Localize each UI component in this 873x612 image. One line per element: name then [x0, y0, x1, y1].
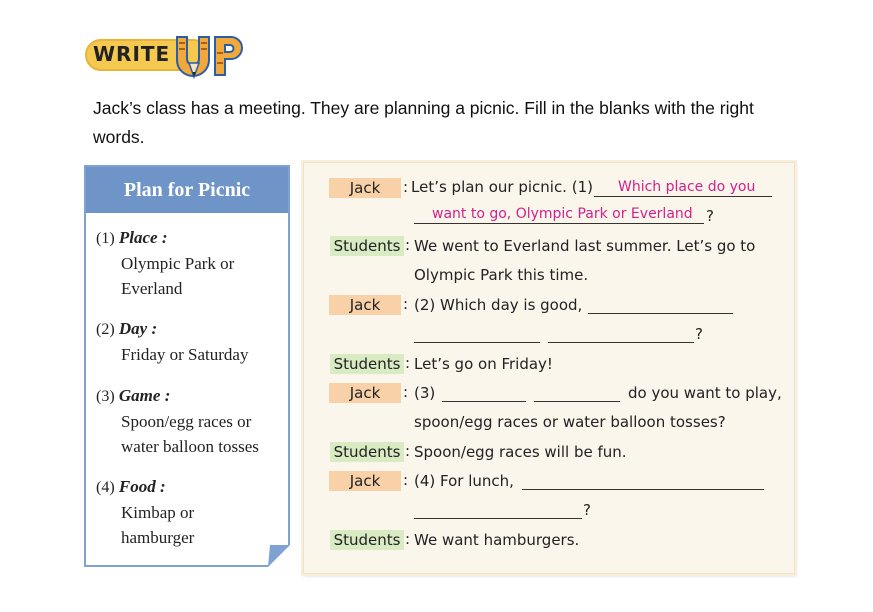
- answer-text: Which place do you: [618, 179, 756, 195]
- answer-blank: [442, 401, 526, 402]
- plan-item-value: Olympic Park or: [121, 254, 235, 273]
- speaker-tag-students: Students: [330, 236, 404, 256]
- speaker-tag-students: Students: [330, 530, 404, 550]
- speaker-tag-jack: Jack: [329, 178, 401, 198]
- plan-item-key: Game :: [118, 386, 171, 405]
- speaker-tag-jack: Jack: [329, 383, 401, 403]
- answer-blank: [522, 489, 764, 490]
- plan-item-number: (3): [96, 388, 115, 405]
- speaker-tag-jack: Jack: [329, 471, 401, 491]
- dialogue-line: We want hamburgers.: [414, 531, 580, 549]
- answer-blank: [414, 342, 540, 343]
- plan-card: [84, 165, 290, 567]
- write-up-logo: [85, 33, 249, 79]
- plan-item-key: Place :: [118, 228, 168, 247]
- answer-blank: [548, 342, 694, 343]
- plan-item-value: Friday or Saturday: [121, 345, 249, 364]
- plan-item-value: water balloon tosses: [121, 437, 259, 456]
- plan-item-number: (4): [96, 479, 115, 496]
- dialogue-paper: [303, 162, 795, 574]
- plan-item-value: Kimbap or: [121, 503, 195, 522]
- colon: :: [405, 530, 411, 548]
- plan-title: Plan for Picnic: [86, 167, 288, 213]
- dialogue-line: (3): [414, 384, 436, 402]
- plan-item-value: Everland: [121, 279, 183, 298]
- plan-item-day: [96, 316, 248, 367]
- colon: :: [405, 442, 411, 460]
- plan-item-game: [96, 383, 259, 459]
- plan-item-value: Spoon/egg races or: [121, 412, 252, 431]
- dialogue-line: Let’s plan our picnic. (1): [411, 178, 593, 196]
- answer-blank: [594, 196, 772, 197]
- speaker-tag-jack: Jack: [329, 295, 401, 315]
- dialogue-line: Spoon/egg races will be fun.: [414, 443, 627, 461]
- answer-blank: [414, 223, 704, 224]
- dialogue-line: (2) Which day is good,: [414, 296, 583, 314]
- colon: :: [405, 236, 411, 254]
- dialogue-line: ?: [583, 501, 591, 519]
- dialogue-line: do you want to play,: [628, 384, 782, 402]
- plan-item-key: Day :: [118, 319, 158, 338]
- logo-word-write: WRITE: [93, 42, 171, 66]
- colon: :: [403, 383, 409, 401]
- dialogue-line: Olympic Park this time.: [414, 266, 589, 284]
- instruction-text: Jack’s class has a meeting. They are planning a picnic. Fill in the blanks with the right words.: [93, 98, 754, 147]
- answer-blank: [588, 313, 733, 314]
- plan-item-number: (1): [96, 230, 115, 247]
- dialogue-line: Let’s go on Friday!: [414, 355, 553, 373]
- colon: :: [403, 178, 409, 196]
- dialogue-line: (4) For lunch,: [414, 472, 514, 490]
- dialogue-line: spoon/egg races or water balloon tosses?: [414, 413, 726, 431]
- plan-item-place: [96, 225, 234, 301]
- speaker-tag-students: Students: [330, 442, 404, 462]
- plan-item-value: hamburger: [121, 528, 195, 547]
- answer-blank: [414, 518, 582, 519]
- colon: :: [403, 471, 409, 489]
- answer-blank: [534, 401, 620, 402]
- colon: :: [405, 354, 411, 372]
- dialogue-line: We went to Everland last summer. Let’s go to: [414, 237, 756, 255]
- answer-text: want to go, Olympic Park or Everland: [432, 206, 693, 222]
- plan-item-number: (2): [96, 321, 115, 338]
- dialogue-line: ?: [706, 207, 714, 225]
- plan-item-food: [96, 474, 194, 550]
- speaker-tag-students: Students: [330, 354, 404, 374]
- colon: :: [403, 295, 409, 313]
- dialogue-line: ?: [695, 325, 703, 343]
- plan-item-key: Food :: [118, 477, 166, 496]
- page-fold-corner: [268, 545, 290, 567]
- logo-up-pencil-icon: [173, 33, 249, 79]
